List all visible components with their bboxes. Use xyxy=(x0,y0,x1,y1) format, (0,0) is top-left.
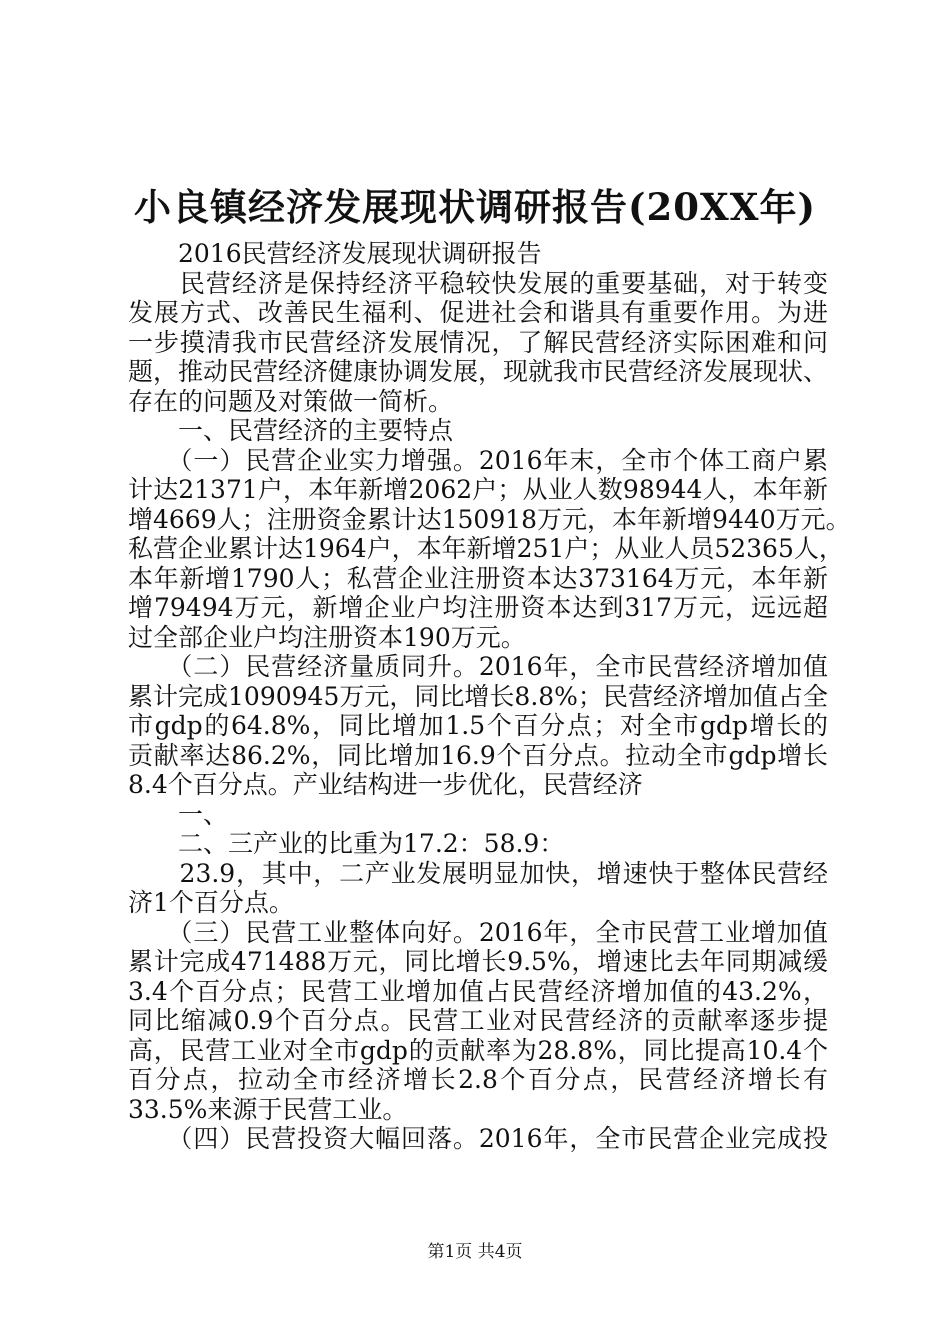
page-footer: 第1页 共4页 xyxy=(427,1242,523,1262)
body-line: 23.9，其中，二产业发展明显加快，增速快于整体民营经 xyxy=(128,858,828,888)
body-line: （四）民营投资大幅回落。2016年，全市民营企业完成投 xyxy=(128,1124,828,1153)
body-line: 百分点，拉动全市经济增长2.8个百分点，民营经济增长有 xyxy=(128,1065,828,1094)
body-line: 累计完成1090945万元，同比增长8.8%；民营经济增加值占全 xyxy=(128,681,828,711)
body-line: 民营经济是保持经济平稳较快发展的重要基础，对于转变 xyxy=(128,268,828,298)
body-line: 本年新增1790人；私营企业注册资本达373164万元，本年新 xyxy=(128,563,828,593)
body-line: 贡献率达86.2%，同比增加16.9个百分点。拉动全市gdp增长 xyxy=(128,740,828,770)
body-line: 一步摸清我市民营经济发展情况，了解民营经济实际困难和问 xyxy=(128,327,828,357)
body-line: 计达21371户，本年新增2062户；从业人数98944人，本年新 xyxy=(128,475,828,504)
body-line: （一）民营企业实力增强。2016年末，全市个体工商户累 xyxy=(128,445,828,475)
body-line: 一、 xyxy=(128,799,229,829)
body-line: 发展方式、改善民生福利、促进社会和谐具有重要作用。为进 xyxy=(128,298,828,327)
body-line: 同比缩减0.9个百分点。民营工业对民营经济的贡献率逐步提 xyxy=(128,1006,828,1035)
body-line: 一、民营经济的主要特点 xyxy=(128,416,454,445)
body-line: 增4669人；注册资金累计达150918万元，本年新增9440万元。 xyxy=(128,504,851,534)
document-title: 小良镇经济发展现状调研报告(20XX年) xyxy=(134,185,816,229)
body-line: 累计完成471488万元，同比增长9.5%，增速比去年同期减缓 xyxy=(128,947,828,976)
body-line: 二、三产业的比重为17.2：58.9： xyxy=(128,829,565,858)
body-line: （三）民营工业整体向好。2016年，全市民营工业增加值 xyxy=(128,917,828,947)
body-line: 私营企业累计达1964户，本年新增251户；从业人员52365人， xyxy=(128,534,844,563)
body-line: 市gdp的64.8%，同比增加1.5个百分点；对全市gdp增长的 xyxy=(128,711,828,740)
body-line: 济1个百分点。 xyxy=(128,888,294,917)
body-line: 存在的问题及对策做一简析。 xyxy=(128,386,454,416)
body-line: 8.4个百分点。产业结构进一步优化，民营经济 xyxy=(128,770,643,799)
body-line: 增79494万元，新增企业户均注册资本达到317万元，远远超 xyxy=(128,593,828,622)
body-line: 过全部企业户均注册资本190万元。 xyxy=(128,622,526,652)
body-line: 33.5%来源于民营工业。 xyxy=(128,1094,408,1124)
body-line: （二）民营经济量质同升。2016年，全市民营经济增加值 xyxy=(128,652,828,681)
body-line: 题，推动民营经济健康协调发展，现就我市民营经济发展现状、 xyxy=(128,357,829,386)
body-line: 高，民营工业对全市gdp的贡献率为28.8%，同比提高10.4个 xyxy=(128,1035,828,1065)
body-line: 2016民营经济发展现状调研报告 xyxy=(128,239,542,268)
body-line: 3.4个百分点；民营工业增加值占民营经济增加值的43.2%， xyxy=(128,976,828,1006)
